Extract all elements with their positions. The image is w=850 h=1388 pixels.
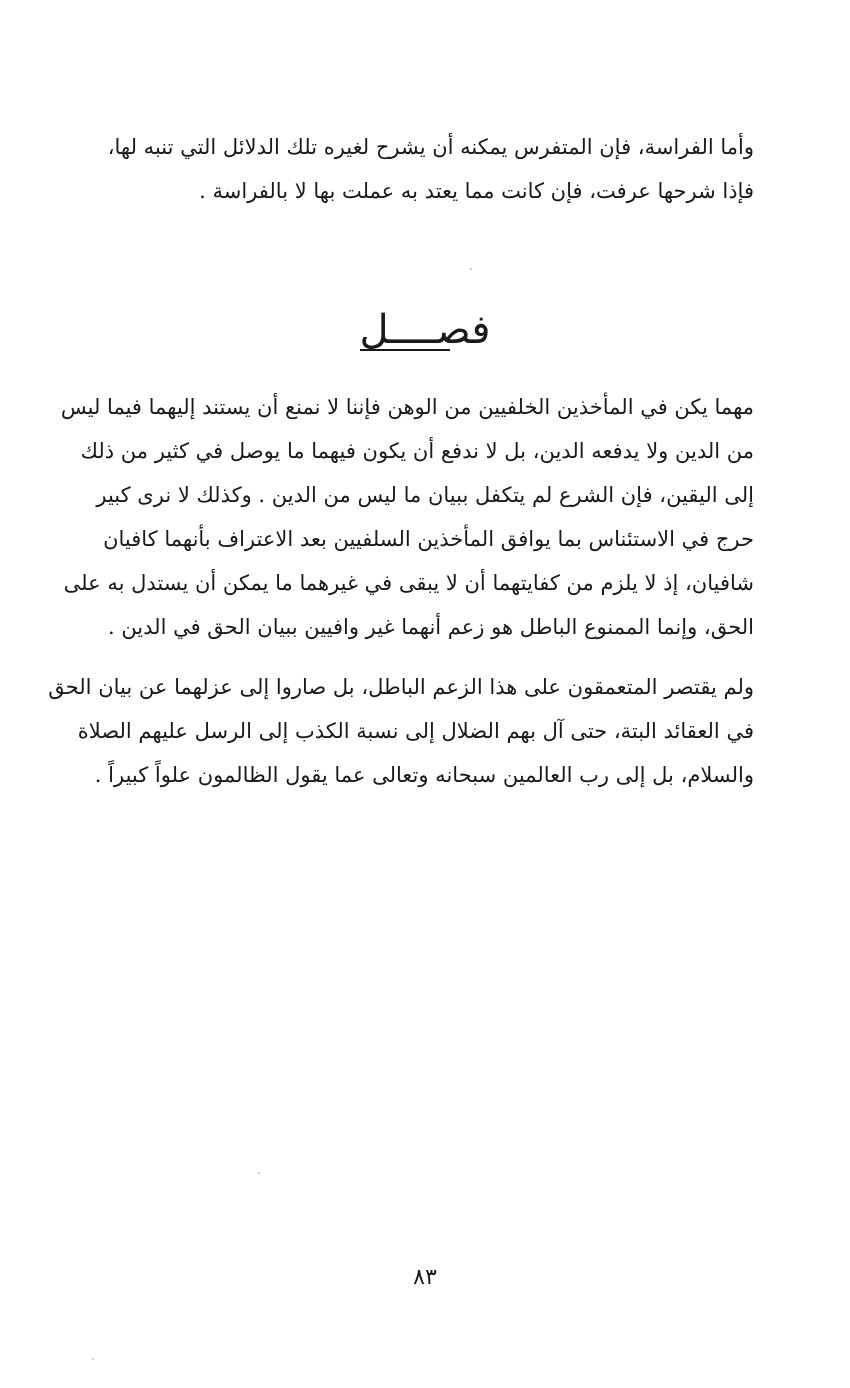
text-line: شافيان، إذ لا يلزم من كفايتهما أن لا يبقى في غيرهما ما يمكن أن يستدل به على [63,571,754,595]
heading-kashida-stroke [360,349,450,351]
text-line: من الدين ولا يدفعه الدين، بل لا ندفع أن يكون فيهما ما يوصل في كثير من ذلك [80,439,754,463]
paragraph-two-sources [34,385,754,649]
text-line: في العقائد البتة، حتى آل بهم الضلال إلى نسبة الكذب إلى الرسل عليهم الصلاة [77,719,754,743]
scan-speck [92,1358,94,1360]
text-line: ولم يقتصر المتعمقون على هذا الزعم الباطل، بل صاروا إلى عزلهما عن بيان الحق [48,675,754,699]
section-heading: فصــــل [359,307,491,353]
text-line: حرج في الاستئناس بما يوافق المأخذين السلفيين بعد الاعتراف بأنهما كافيان [103,527,754,551]
text-line: والسلام، بل إلى رب العالمين سبحانه وتعالى عما يقول الظالمون علواً كبيراً . [94,763,754,787]
text-line: إلى اليقين، فإن الشرع لم يتكفل ببيان ما ليس من الدين . وكذلك لا نرى كبير [96,483,754,507]
scan-speck [258,1172,260,1174]
text-line: مهما يكن في المأخذين الخلفيين من الوهن فإننا لا نمنع أن يستند إليهما فيما ليس [60,395,754,419]
text-line: وأما الفراسة، فإن المتفرس يمكنه أن يشرح لغيره تلك الدلائل التي تنبه لها، [107,135,754,159]
paragraph-firasa [34,125,754,213]
text-line: الحق، وإنما الممنوع الباطل هو زعم أنهما غير وافيين ببيان الحق في الدين . [107,615,754,639]
text-line: فإذا شرحها عرفت، فإن كانت مما يعتد به عملت بها لا بالفراسة . [199,179,754,203]
paragraph-mutaammiqun [34,665,754,797]
scan-speck [470,268,472,270]
page-number: ٨٣ [413,1265,437,1290]
